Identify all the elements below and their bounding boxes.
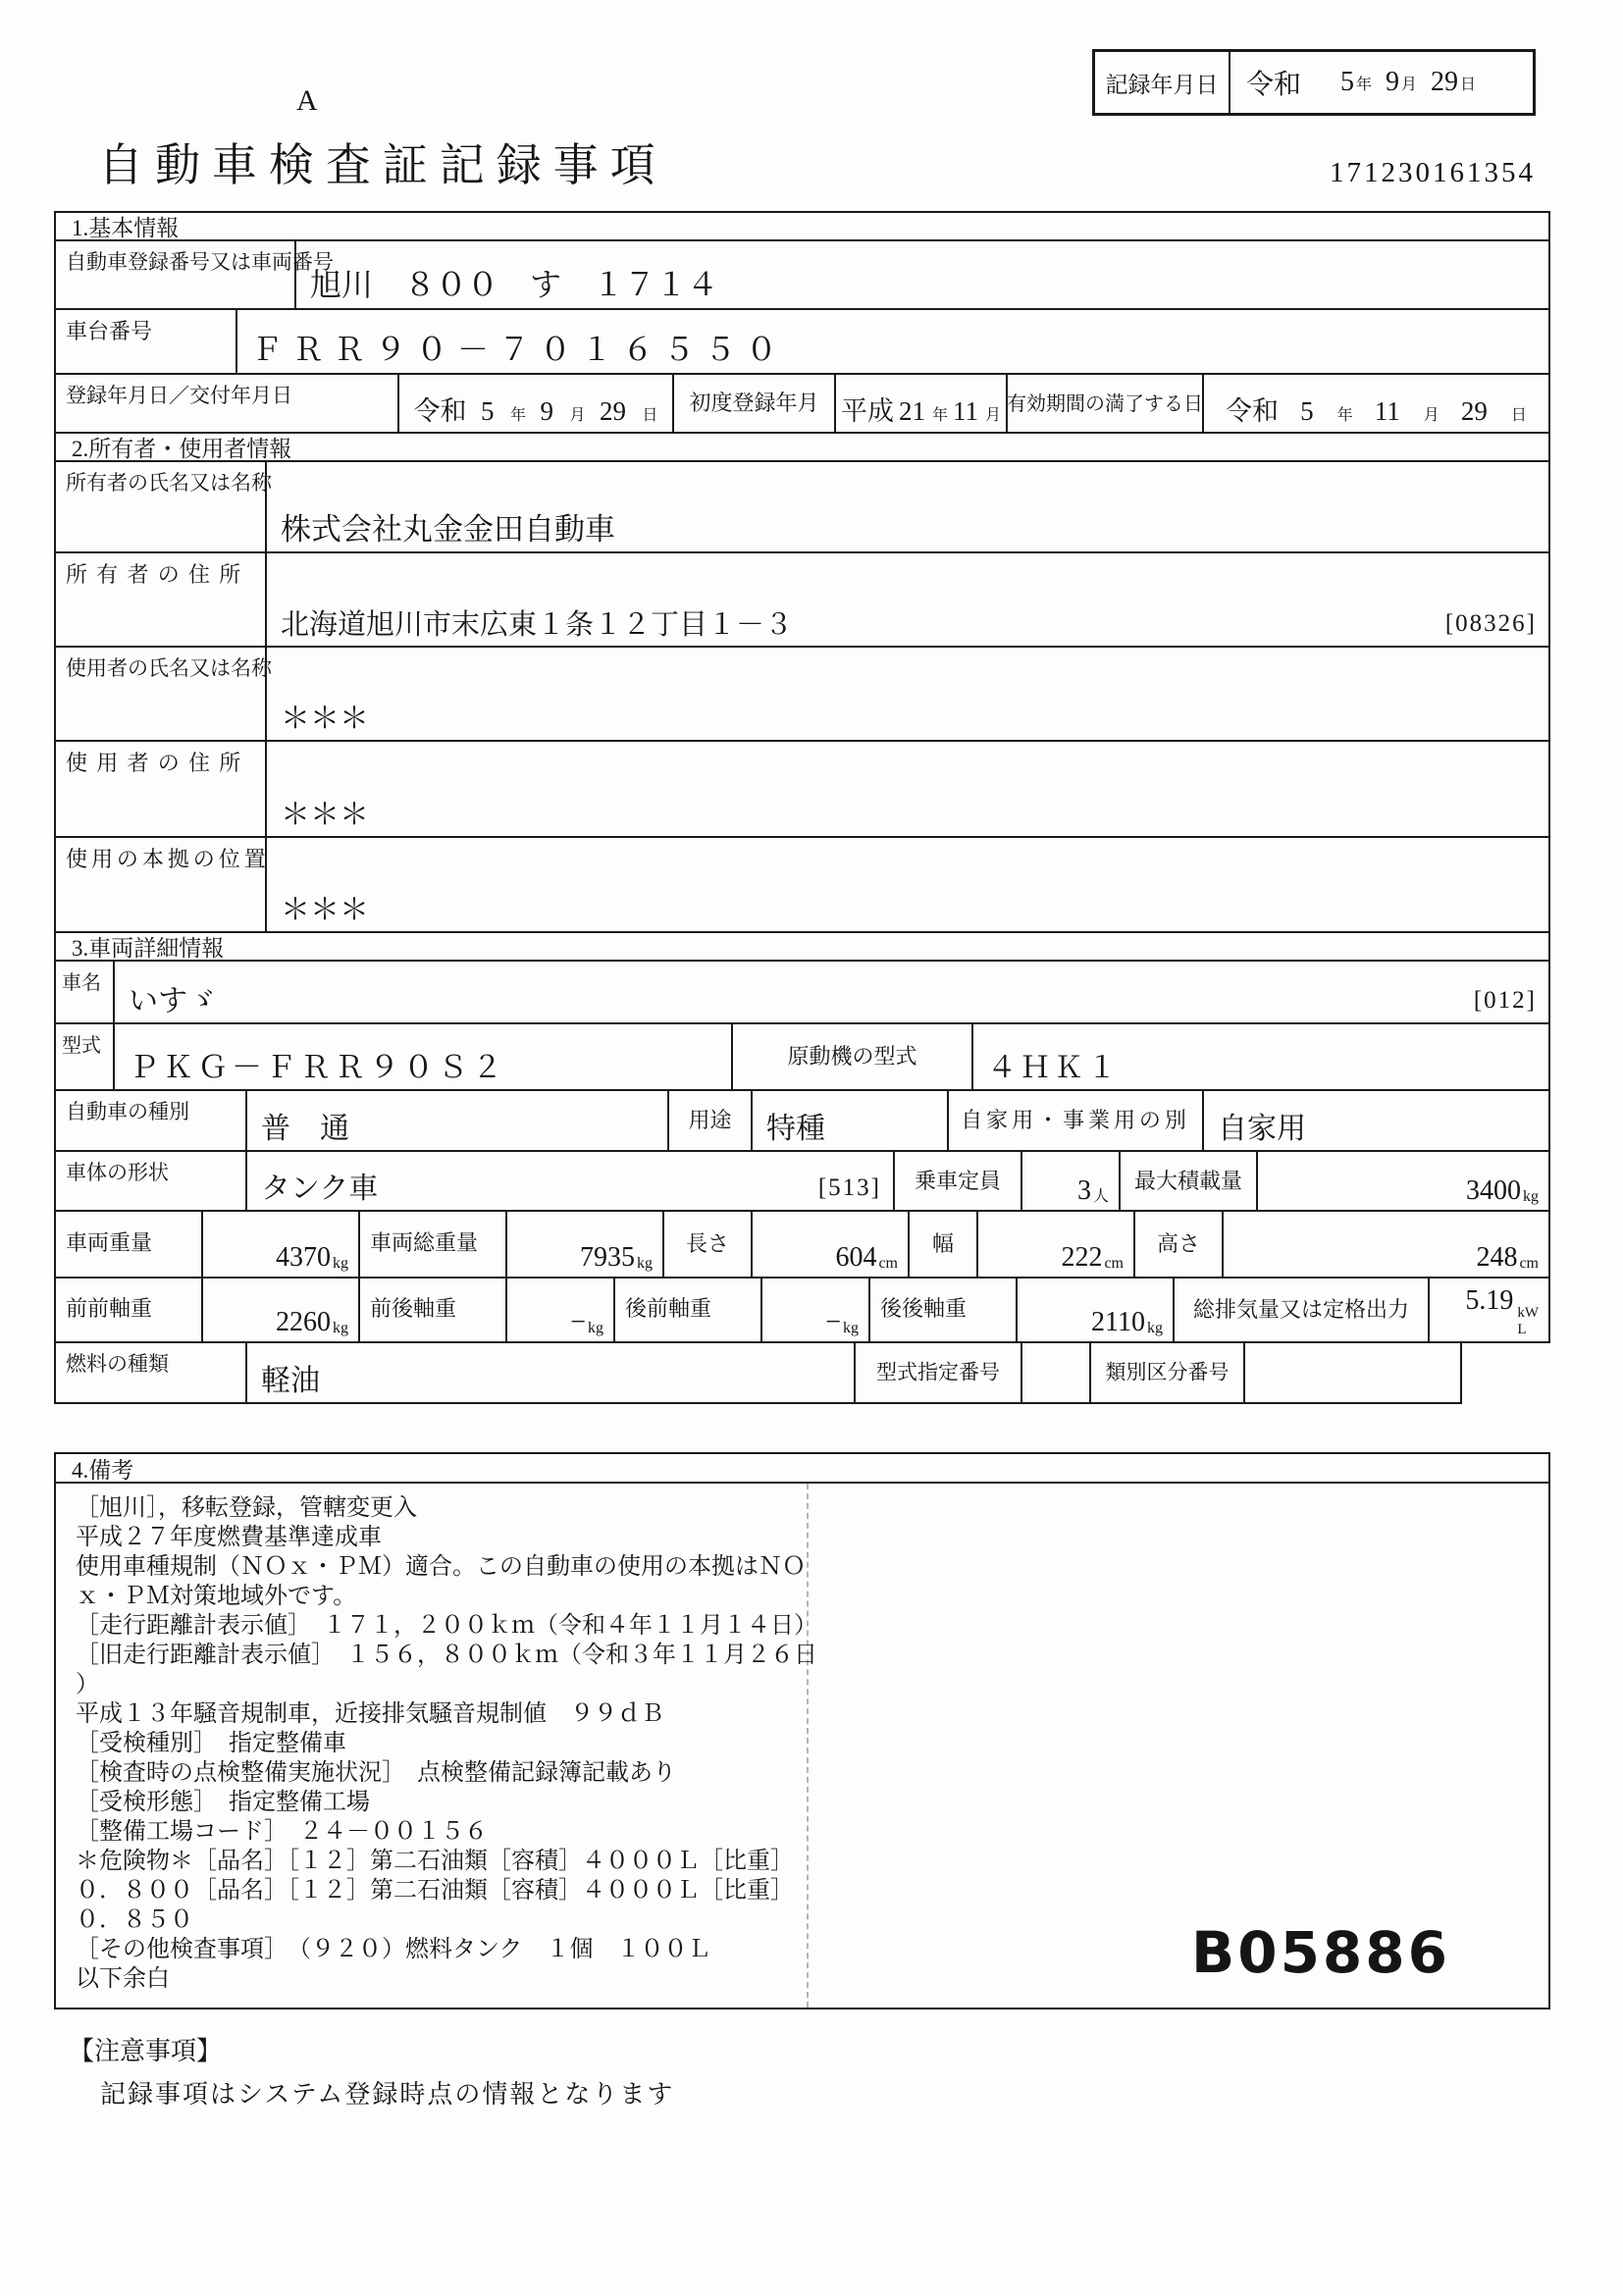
notice-text: 記録事項はシステム登録時点の情報となります bbox=[100, 2080, 675, 2109]
expiration-date-month: 11 bbox=[1374, 396, 1400, 426]
stamp-code: B05886 bbox=[1191, 1919, 1450, 1986]
expiration-date-year: 5 bbox=[1300, 396, 1314, 426]
kg-unit: kg bbox=[1523, 1188, 1539, 1205]
owner-name-value: 株式会社丸金金田自動車 bbox=[281, 512, 615, 547]
type-designation-label: 型式指定番号 bbox=[876, 1360, 1000, 1384]
private-or-business-value-cell bbox=[1204, 1091, 1548, 1150]
remark-line: ［受検形態］ 指定整備工場 bbox=[76, 1790, 370, 1815]
remark-line: ［旧走行距離計表示値］ １５６，８００ｋｍ（令和３年１１月２６日 bbox=[76, 1643, 817, 1668]
remark-line: ０．８５０ bbox=[76, 1907, 193, 1933]
base-of-use-value: ＊＊＊ bbox=[281, 894, 369, 926]
axle-ff-label: 前前軸重 bbox=[66, 1296, 153, 1322]
car-name-label-cell bbox=[56, 962, 115, 1022]
month-unit: 月 bbox=[1423, 407, 1440, 424]
user-name-row bbox=[54, 646, 1550, 742]
vehicle-category-label: 自動車の種別 bbox=[66, 1100, 189, 1123]
expiration-date-label: 有効期間の満了する日 bbox=[1007, 393, 1203, 416]
gross-weight-value-cell bbox=[507, 1212, 664, 1277]
owner-name-value-cell bbox=[267, 462, 1548, 551]
registration-date-value-cell bbox=[399, 375, 674, 432]
riding-capacity-label: 乗車定員 bbox=[914, 1168, 1002, 1193]
vehicle-category-label-cell bbox=[56, 1091, 247, 1150]
displacement-value-cell bbox=[1430, 1278, 1548, 1341]
month-unit: 月 bbox=[569, 407, 586, 424]
day-unit: 日 bbox=[1460, 76, 1477, 93]
vehicle-weight-label: 車両重量 bbox=[66, 1230, 153, 1256]
owner-address-value-cell bbox=[267, 553, 1548, 646]
remark-line: ） bbox=[76, 1672, 99, 1697]
month-unit: 月 bbox=[1401, 76, 1418, 93]
remark-line: ＊危険物＊［品名］［１２］第二石油類［容積］４０００Ｌ［比重］ bbox=[76, 1849, 794, 1874]
owner-address-label: 所有者の住所 bbox=[66, 562, 250, 587]
car-name-row bbox=[54, 960, 1550, 1024]
riding-capacity-value: 3 人 bbox=[1076, 1175, 1109, 1206]
height-label-cell bbox=[1135, 1212, 1224, 1277]
cm-unit: cm bbox=[1519, 1255, 1539, 1272]
remark-line: ｘ・ＰＭ対策地域外です。 bbox=[76, 1584, 357, 1609]
model-value-cell bbox=[115, 1024, 733, 1089]
registration-date-era: 令和 bbox=[413, 396, 467, 426]
main-table bbox=[54, 211, 1550, 1404]
height-value: 248 cm bbox=[1476, 1242, 1539, 1273]
registration-number-value-cell bbox=[296, 241, 1548, 308]
riding-capacity-label-cell bbox=[895, 1152, 1022, 1210]
day-unit: 日 bbox=[642, 407, 658, 424]
type-designation-label-cell bbox=[856, 1343, 1022, 1402]
axle-rf-value: − kg bbox=[825, 1307, 859, 1337]
length-label: 長さ bbox=[685, 1230, 730, 1256]
owner-name-label-cell bbox=[56, 462, 272, 551]
axle-weights-row bbox=[54, 1277, 1550, 1343]
expiration-date-era: 令和 bbox=[1226, 396, 1280, 426]
gross-weight-label: 車両総重量 bbox=[370, 1230, 479, 1256]
year-unit: 年 bbox=[931, 407, 948, 424]
chassis-number-row bbox=[54, 308, 1550, 375]
gross-weight-label-cell bbox=[360, 1212, 507, 1277]
private-or-business-value: 自家用 bbox=[1218, 1113, 1306, 1145]
record-date-day: 29 bbox=[1431, 67, 1459, 97]
height-label: 高さ bbox=[1156, 1230, 1201, 1256]
first-registration-label-cell bbox=[674, 375, 836, 432]
remark-line: 平成１３年騒音規制車，近接排気騒音規制値 ９９ｄＢ bbox=[76, 1701, 664, 1727]
notice-heading: 【注意事項】 bbox=[69, 2037, 223, 2065]
fuel-type-label: 燃料の種類 bbox=[66, 1352, 169, 1376]
registration-date-day: 29 bbox=[599, 396, 626, 426]
axle-rr-label-cell bbox=[870, 1278, 1018, 1341]
displacement-value: 5.19 kW L bbox=[1465, 1284, 1539, 1337]
body-shape-value: タンク車 bbox=[261, 1173, 379, 1205]
remark-line: ［旭川］，移転登録，管轄変更入 bbox=[76, 1495, 417, 1521]
remark-line: 以下余白 bbox=[76, 1966, 170, 1992]
vehicle-weight-value-cell bbox=[203, 1212, 360, 1277]
registration-number-value: 旭川 ８００ す １７１４ bbox=[310, 267, 719, 302]
category-row bbox=[54, 1089, 1550, 1152]
section-1-title: 1.基本情報 bbox=[54, 211, 1550, 241]
remark-line: ［その他検査事項］ （９２０）燃料タンク １個 １００Ｌ bbox=[76, 1937, 711, 1962]
body-shape-code: [513] bbox=[817, 1174, 881, 1201]
axle-ff-value: 2260 kg bbox=[276, 1307, 348, 1337]
riding-capacity-value-cell bbox=[1022, 1152, 1121, 1210]
height-value-cell bbox=[1224, 1212, 1548, 1277]
gross-weight-value: 7935 kg bbox=[580, 1242, 653, 1273]
use-type-value-cell bbox=[753, 1091, 949, 1150]
axle-ff-label-cell bbox=[56, 1278, 203, 1341]
owner-address-code: [08326] bbox=[1444, 610, 1537, 637]
cm-unit: cm bbox=[1104, 1255, 1124, 1272]
car-name-value-cell bbox=[115, 962, 1548, 1022]
chassis-number-label-cell bbox=[56, 310, 237, 373]
serial-number: 171230161354 bbox=[1330, 157, 1536, 188]
classification-label-cell bbox=[1091, 1343, 1245, 1402]
model-value: ＰＫＧ－ＦＲＲ９０Ｓ２ bbox=[129, 1050, 506, 1084]
user-name-label-cell bbox=[56, 648, 272, 740]
width-label-cell bbox=[910, 1212, 978, 1277]
section-2-title: 2.所有者・使用者情報 bbox=[54, 432, 1550, 462]
engine-model-label-cell bbox=[733, 1024, 973, 1089]
first-registration-era: 平成 bbox=[840, 396, 894, 426]
l-unit: L bbox=[1517, 1321, 1527, 1337]
fuel-row bbox=[54, 1341, 1462, 1404]
user-address-value: ＊＊＊ bbox=[281, 799, 369, 831]
remark-line: ［走行距離計表示値］ １７１，２００ｋｍ（令和４年１１月１４日） bbox=[76, 1613, 817, 1639]
registration-number-label: 自動車登録番号又は車両番号 bbox=[66, 250, 334, 274]
use-type-label: 用途 bbox=[688, 1107, 732, 1132]
record-date-box bbox=[1092, 49, 1536, 116]
private-or-business-label-cell bbox=[949, 1091, 1204, 1150]
axle-fr-value: − kg bbox=[570, 1307, 603, 1337]
axle-rr-value-cell bbox=[1018, 1278, 1175, 1341]
type-designation-value-cell bbox=[1022, 1343, 1091, 1402]
car-name-label: 車名 bbox=[62, 972, 101, 994]
user-name-value: ＊＊＊ bbox=[281, 703, 369, 735]
displacement-label: 総排気量又は定格出力 bbox=[1192, 1296, 1410, 1322]
use-type-value: 特種 bbox=[766, 1113, 825, 1145]
chassis-number-value-cell bbox=[237, 310, 1548, 373]
use-type-label-cell bbox=[669, 1091, 753, 1150]
registration-number-label-cell bbox=[56, 241, 334, 308]
user-address-value-cell bbox=[267, 742, 1548, 836]
section-4-title: 4.備考 bbox=[54, 1452, 1550, 1484]
base-of-use-value-cell bbox=[267, 838, 1548, 931]
model-label-cell bbox=[56, 1024, 115, 1089]
vehicle-weight-label-cell bbox=[56, 1212, 203, 1277]
first-registration-year: 21 bbox=[898, 396, 925, 426]
engine-model-value-cell bbox=[973, 1024, 1548, 1089]
engine-model-value: ４ＨＫ１ bbox=[987, 1052, 1121, 1084]
max-load-label-cell bbox=[1121, 1152, 1258, 1210]
remark-line: ［検査時の点検整備実施状況］ 点検整備記録簿記載あり bbox=[76, 1760, 676, 1786]
axle-fr-label: 前後軸重 bbox=[370, 1296, 457, 1322]
model-label: 型式 bbox=[62, 1035, 101, 1057]
kg-unit: kg bbox=[333, 1320, 348, 1336]
year-unit: 年 bbox=[1356, 76, 1373, 93]
first-registration-month: 11 bbox=[952, 396, 978, 426]
fuel-type-value: 軽油 bbox=[261, 1365, 320, 1397]
body-shape-label-cell bbox=[56, 1152, 247, 1210]
width-value: 222 cm bbox=[1061, 1242, 1124, 1273]
length-value: 604 cm bbox=[835, 1242, 898, 1273]
body-shape-value-cell bbox=[247, 1152, 895, 1210]
registration-date-label: 登録年月日／交付年月日 bbox=[66, 384, 292, 407]
private-or-business-label: 自家用・事業用の別 bbox=[961, 1107, 1190, 1132]
registration-date-value bbox=[399, 390, 672, 428]
remark-line: 平成２７年度燃費基準達成車 bbox=[76, 1525, 382, 1550]
length-value-cell bbox=[753, 1212, 910, 1277]
record-date-year: 5 bbox=[1340, 67, 1355, 97]
chassis-number-label: 車台番号 bbox=[66, 319, 153, 343]
owner-name-row bbox=[54, 460, 1550, 553]
remark-line: ［整備工場コード］ ２４－００１５６ bbox=[76, 1819, 488, 1845]
record-date-label: 記録年月日 bbox=[1095, 52, 1230, 113]
owner-address-value: 北海道旭川市末広東１条１２丁目１－３ bbox=[281, 609, 794, 641]
page-title: 自動車検査証記録事項 bbox=[98, 140, 667, 190]
kw-unit: kW bbox=[1517, 1304, 1539, 1321]
record-date-month: 9 bbox=[1386, 67, 1400, 97]
registration-date-label-cell bbox=[56, 375, 399, 432]
kg-unit: kg bbox=[1147, 1320, 1163, 1336]
classification-value-cell bbox=[1245, 1343, 1460, 1402]
person-unit: 人 bbox=[1092, 1188, 1109, 1205]
registration-date-year: 5 bbox=[480, 396, 495, 426]
record-date-era: 令和 bbox=[1246, 70, 1302, 100]
remark-line: ０．８００［品名］［１２］第二石油類［容積］４０００Ｌ［比重］ bbox=[76, 1878, 794, 1904]
first-registration-value bbox=[836, 390, 1006, 428]
expiration-date-value-cell bbox=[1204, 375, 1548, 432]
axle-rr-value: 2110 kg bbox=[1091, 1307, 1163, 1337]
vehicle-weight-value: 4370 kg bbox=[276, 1242, 348, 1273]
car-name-value: いすゞ bbox=[129, 985, 217, 1018]
base-of-use-row bbox=[54, 836, 1550, 933]
remarks-box bbox=[54, 1482, 1550, 2009]
body-shape-row bbox=[54, 1150, 1550, 1212]
form-code: A bbox=[296, 84, 318, 117]
user-name-value-cell bbox=[267, 648, 1548, 740]
kg-unit: kg bbox=[637, 1255, 653, 1272]
remark-line: ［受検種別］ 指定整備車 bbox=[76, 1731, 346, 1756]
year-unit: 年 bbox=[509, 407, 526, 424]
fuel-type-value-cell bbox=[247, 1343, 856, 1402]
body-shape-label: 車体の形状 bbox=[66, 1161, 169, 1184]
classification-label: 類別区分番号 bbox=[1105, 1360, 1230, 1384]
max-load-value-cell bbox=[1258, 1152, 1548, 1210]
weights-row bbox=[54, 1210, 1550, 1278]
axle-fr-value-cell bbox=[507, 1278, 615, 1341]
kg-unit: kg bbox=[333, 1255, 348, 1272]
fuel-type-label-cell bbox=[56, 1343, 247, 1402]
base-of-use-label: 使用の本拠の位置 bbox=[66, 847, 270, 871]
remark-line: 使用車種規制（ＮＯｘ・ＰＭ）適合。この自動車の使用の本拠はＮＯ bbox=[76, 1554, 806, 1580]
width-label: 幅 bbox=[931, 1230, 955, 1256]
first-registration-label: 初度登録年月 bbox=[689, 390, 819, 415]
expiration-date-day: 29 bbox=[1460, 396, 1488, 426]
axle-rf-value-cell bbox=[762, 1278, 870, 1341]
user-address-row bbox=[54, 740, 1550, 838]
base-of-use-label-cell bbox=[56, 838, 270, 931]
length-label-cell bbox=[664, 1212, 753, 1277]
year-unit: 年 bbox=[1336, 407, 1353, 424]
first-registration-value-cell bbox=[836, 375, 1008, 432]
owner-address-row bbox=[54, 551, 1550, 648]
max-load-value: 3400 kg bbox=[1466, 1175, 1539, 1206]
displacement-label-cell bbox=[1175, 1278, 1430, 1341]
engine-model-label: 原動機の型式 bbox=[787, 1043, 917, 1069]
vehicle-category-value: 普 通 bbox=[261, 1113, 349, 1145]
chassis-number-value: ＦＲＲ９０－７０１６５５０ bbox=[251, 332, 788, 367]
user-address-label-cell bbox=[56, 742, 267, 836]
section-3-title: 3.車両詳細情報 bbox=[54, 931, 1550, 962]
expiration-date-value bbox=[1204, 390, 1548, 428]
max-load-label: 最大積載量 bbox=[1133, 1168, 1243, 1193]
axle-rf-label: 後前軸重 bbox=[625, 1296, 712, 1322]
user-name-label: 使用者の氏名又は名称 bbox=[66, 656, 272, 680]
registration-number-row bbox=[54, 239, 1550, 310]
width-value-cell bbox=[978, 1212, 1135, 1277]
owner-name-label: 所有者の氏名又は名称 bbox=[66, 471, 272, 495]
axle-rf-label-cell bbox=[615, 1278, 762, 1341]
user-address-label: 使用者の住所 bbox=[66, 751, 250, 775]
kg-unit: kg bbox=[588, 1320, 603, 1336]
model-row bbox=[54, 1022, 1550, 1091]
vehicle-category-value-cell bbox=[247, 1091, 669, 1150]
axle-rr-label: 後後軸重 bbox=[880, 1296, 968, 1322]
dates-row bbox=[54, 373, 1550, 434]
remarks-lines bbox=[76, 1493, 817, 1994]
month-unit: 月 bbox=[984, 407, 1001, 424]
owner-address-label-cell bbox=[56, 553, 267, 646]
car-name-code: [012] bbox=[1473, 987, 1537, 1014]
cm-unit: cm bbox=[878, 1255, 898, 1272]
axle-fr-label-cell bbox=[360, 1278, 507, 1341]
record-date-value bbox=[1230, 52, 1533, 113]
kg-unit: kg bbox=[843, 1320, 859, 1336]
registration-date-month: 9 bbox=[540, 396, 553, 426]
day-unit: 日 bbox=[1510, 407, 1527, 424]
expiration-date-label-cell bbox=[1008, 375, 1204, 432]
axle-ff-value-cell bbox=[203, 1278, 360, 1341]
